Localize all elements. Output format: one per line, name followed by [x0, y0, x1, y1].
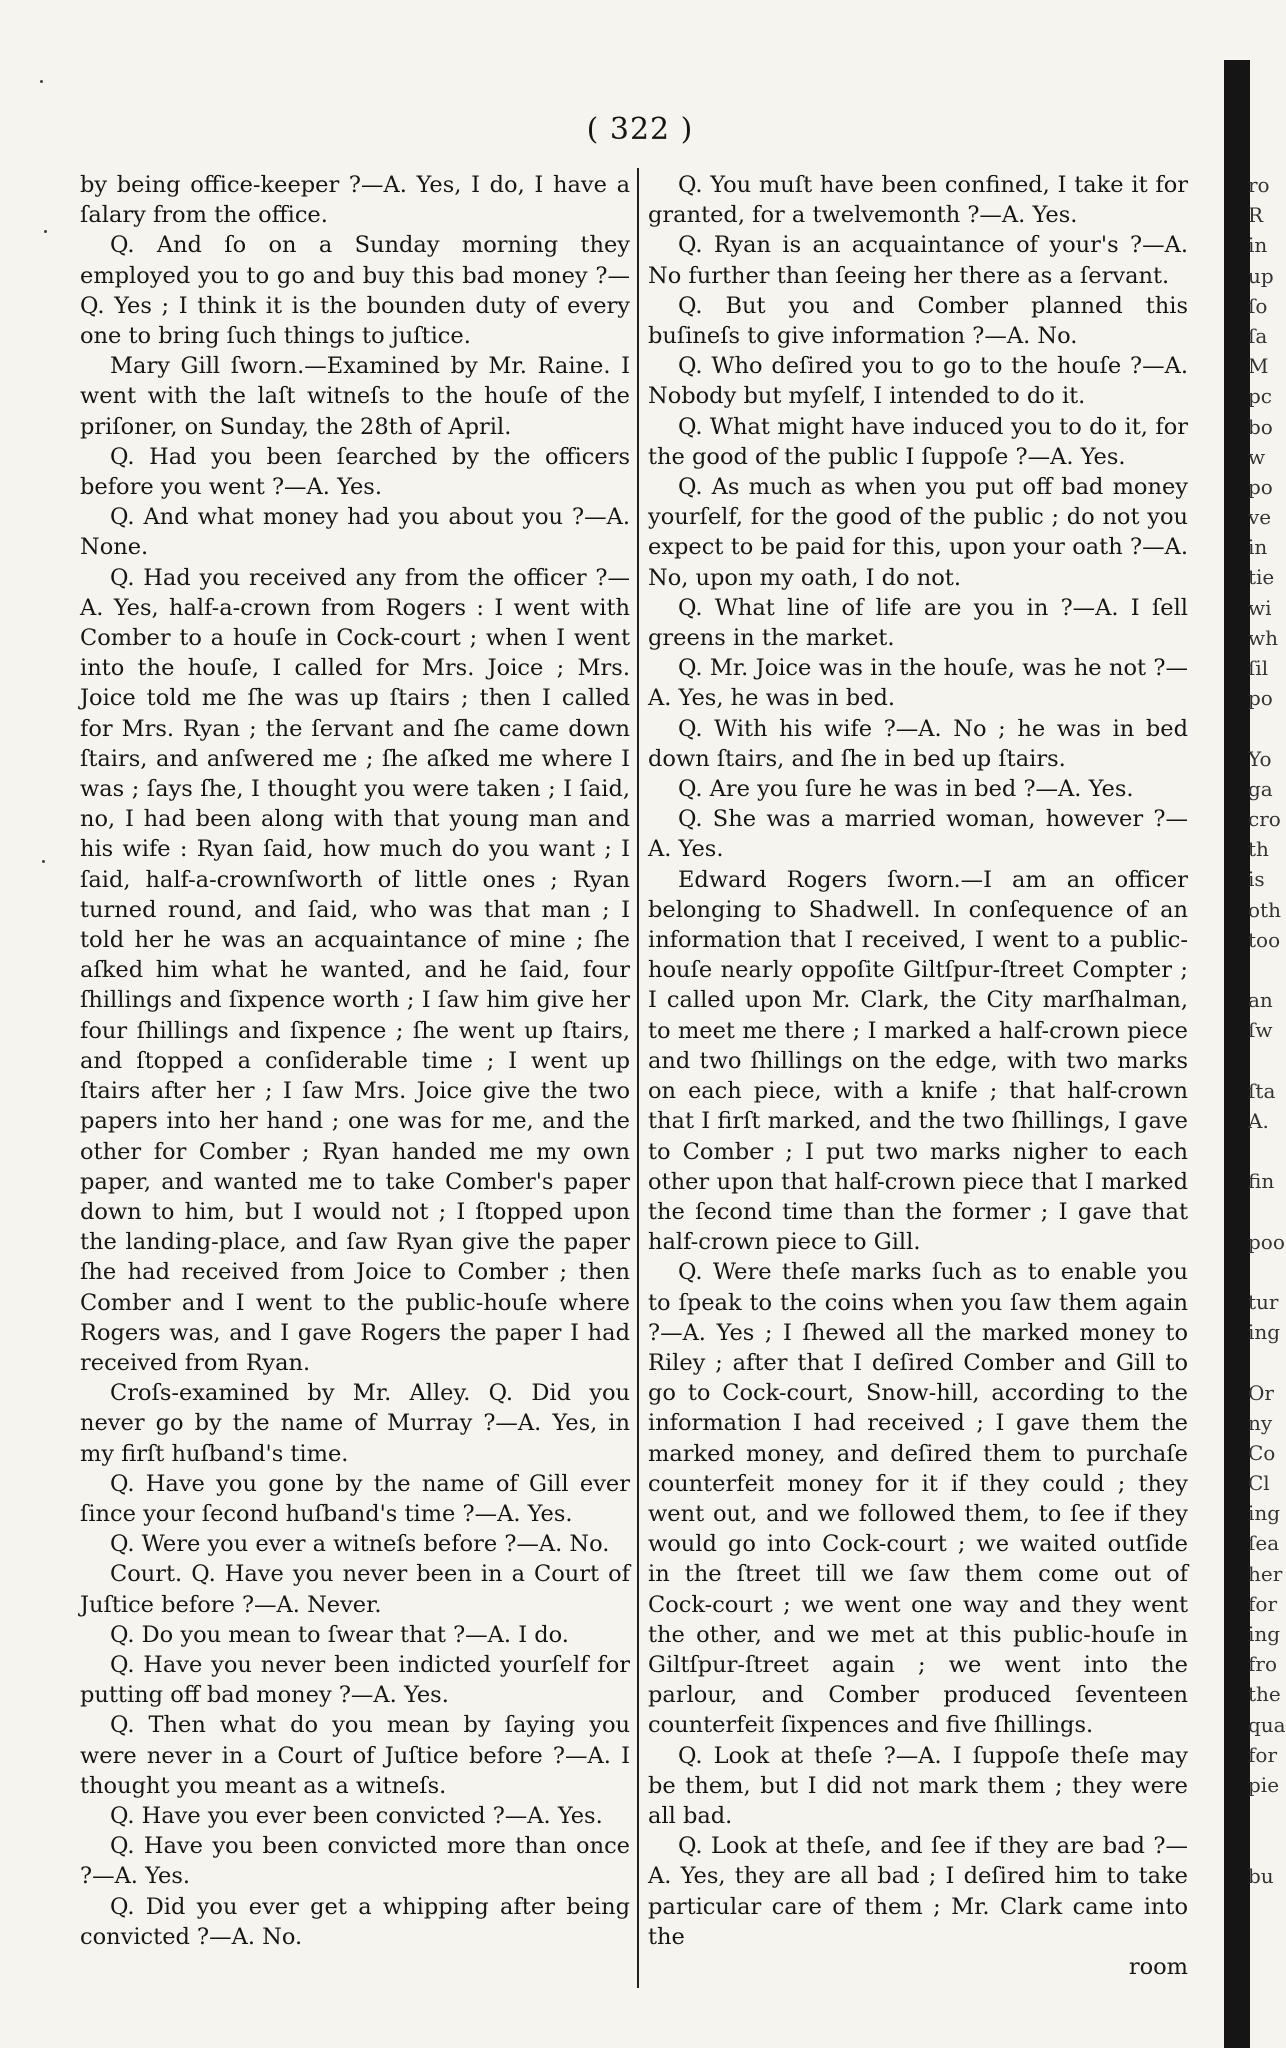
- next-page-edge-fragment: ing: [1248, 1622, 1281, 1646]
- next-page-edge-fragment: wh: [1248, 625, 1278, 650]
- next-page-edge-fragment: up: [1248, 263, 1274, 288]
- next-page-edge-fragment: ga: [1248, 776, 1273, 801]
- paragraph: Q. With his wife ?—A. No ; he was in bed down ſtairs, and ſhe in bed up ſtairs.: [648, 715, 1188, 772]
- paragraph: Q. What line of life are you in ?—A. I ſell greens in the market.: [648, 594, 1188, 652]
- paragraph: Q. Are you ſure he was in bed ?—A. Yes.: [678, 776, 1134, 803]
- next-page-edge-fragment: bu: [1248, 1863, 1274, 1888]
- next-page-edge-fragment: cro: [1248, 806, 1281, 831]
- next-page-edge-fragment: Or: [1248, 1380, 1274, 1405]
- catchword: room: [1128, 1953, 1188, 1980]
- next-page-edge-fragment: ſil: [1248, 656, 1269, 680]
- next-page-edge-fragment: ve: [1248, 505, 1272, 530]
- next-page-edge-fragment: ny: [1248, 1410, 1273, 1435]
- next-page-edge-fragment: w: [1248, 444, 1266, 469]
- next-page-edge-fragment: [1248, 1830, 1276, 1860]
- next-page-edge-fragment: an: [1248, 988, 1273, 1013]
- left-column: [80, 170, 630, 1952]
- next-page-edge-fragment: her: [1248, 1561, 1283, 1586]
- next-page-edge-fragment: A.: [1248, 1108, 1269, 1133]
- paragraph: Q. As much as when you put off bad money yourſelf, for the good of the public ; do not you expect to be paid for this, upon your oath ?—A. No, upon my oath, I do not.: [648, 474, 1188, 591]
- next-page-edge-fragment: tie: [1248, 565, 1275, 590]
- next-page-edge-fragment: fro: [1248, 1652, 1278, 1677]
- next-page-edge-fragment: bo: [1248, 414, 1273, 439]
- paragraph: Q. And ſo on a Sunday morning they employed you to go and buy this bad money ?—Q. Yes ; I think it is the bounden duty of every one to bring ſuch things to juſtice.: [80, 232, 630, 350]
- next-page-edge-fragment: ing: [1248, 1320, 1281, 1345]
- next-page-edge-fragment: poo: [1248, 1229, 1285, 1254]
- next-page-edge-fragment: fin: [1248, 1169, 1275, 1194]
- right-column: [648, 170, 1188, 1982]
- next-page-edge-fragment: po: [1248, 474, 1273, 499]
- next-page-edge-fragment: for: [1248, 1742, 1278, 1767]
- next-page-edge-fragment: [1248, 713, 1276, 743]
- paragraph: Court. Q. Have you never been in a Court of Juſtice before ?—A. Never.: [80, 1561, 630, 1618]
- next-page-edge-fragment: ing: [1248, 1501, 1281, 1526]
- paragraph: Q. Mr. Joice was in the houſe, was he not ?—A. Yes, he was in bed.: [648, 655, 1188, 712]
- next-page-edge-fragment: in: [1248, 535, 1268, 560]
- next-page-edge-fragment: [1248, 1045, 1276, 1075]
- next-page-edge-fragment: th: [1248, 837, 1269, 862]
- print-speck: [44, 230, 47, 233]
- next-page-edge-fragment: tur: [1248, 1289, 1279, 1314]
- next-page-edge-fragment: ſo: [1248, 293, 1268, 318]
- next-page-edge-fragment: [1248, 955, 1276, 985]
- paragraph: by being office-keeper ?—A. Yes, I do, I have a ſalary from the office.: [80, 172, 630, 229]
- next-page-edge-fragment: too: [1248, 927, 1281, 952]
- next-page-edge-fragment: R: [1248, 203, 1264, 228]
- next-page-edge-fragment: ſta: [1248, 1078, 1276, 1103]
- paragraph: Q. Had you been ſearched by the officers before you went ?—A. Yes.: [80, 443, 630, 501]
- book-binding-shadow: [1224, 60, 1250, 2048]
- next-page-edge-fragment: ſa: [1248, 323, 1268, 348]
- paragraph: Q. Were theſe marks ſuch as to enable you to ſpeak to the coins when you ſaw them again ?—A. Yes ; I ſhewed all the marked money to Riley ; after that I deſired Comber and Gill to go to Cock-court, Snow-hill, according to the information I had received ; I gave them the marked money, and deſired them to purchaſe counterfeit money for it if they could ; they went out, and we followed them, to ſee if they would go into Cock-court ; we waited outſide in the ſtreet till we ſaw them come out of Cock-court ; we went one way and they went the other, and we met at this public-houſe in Giltſpur-ſtreet again ; we went into the parlour, and Comber produced ſeventeen counterfeit ſixpences and five ſhillings.: [648, 1259, 1188, 1739]
- paragraph: Q. Have you gone by the name of Gill ever ſince your ſecond huſband's time ?—A. Yes.: [80, 1470, 630, 1527]
- paragraph: Q. Did you ever get a whipping after being convicted ?—A. No.: [80, 1893, 630, 1950]
- next-page-edge-fragment: [1248, 1136, 1276, 1166]
- paragraph: Q. Who deſired you to go to the houſe ?—A. Nobody but myſelf, I intended to do it.: [648, 353, 1188, 410]
- paragraph: Edward Rogers ſworn.—I am an officer belonging to Shadwell. In conſequence of an information that I received, I went to a public-houſe nearly oppoſite Giltſpur-ſtreet Compter ; I called upon Mr. Clark, the City marſhalman, to meet me there ; I marked a half-crown piece and two ſhillings on the edge, with two marks on each piece, with a knife ; that half-crown that I firſt marked, and the two ſhillings, I gave to Comber ; I put two marks nigher to each other upon that half-crown piece that I marked the ſecond time than the former ; I gave that half-crown piece to Gill.: [648, 866, 1188, 1256]
- next-page-edge-fragment: [1248, 1196, 1276, 1226]
- next-page-edge-fragment: the: [1248, 1682, 1281, 1707]
- print-speck: [40, 80, 43, 83]
- paragraph: Q. Had you received any from the officer ?—A. Yes, half-a-crown from Rogers : I went with Comber to a houſe in Cock-court ; when I went into the houſe, I called for Mrs. Joice ; Mrs. Joice told me ſhe was up ſtairs ; then I called for Mrs. Ryan ; the ſervant and ſhe came down ſtairs, and anſwered me ; ſhe aſked me where I was ; ſays ſhe, I thought you were taken ; I ſaid, no, I had been along with that young man and his wife : Ryan ſaid, how much do you want ; I ſaid, half-a-crownſworth of little ones ; Ryan turned round, and ſaid, who was that man ; I told her he was an acquaintance of mine ; ſhe aſked him what he wanted, and he ſaid, four ſhillings and ſixpence worth ; I ſaw him give her four ſhillings and ſixpence ; ſhe went up ſtairs, and ſtopped a conſiderable time ; I went up ſtairs after her ; I ſaw Mrs. Joice give the two papers into her hand ; one was for me, and the other for Comber ; Ryan handed me my own paper, and wanted me to take Comber's paper down to him, but I would not ; I ſtopped upon the landing-place, and ſaw Ryan give the paper ſhe had received from Joice to Comber ; then Comber and I went to the public-houſe where Rogers was, and I gave Rogers the paper I had received from Ryan.: [80, 564, 630, 1376]
- paragraph: Q. Were you ever a witneſs before ?—A. No.: [110, 1531, 610, 1558]
- paragraph: Q. She was a married woman, however ?—A. Yes.: [648, 806, 1188, 863]
- page-number: ( 322 ): [586, 112, 694, 147]
- next-page-edge-fragment: for: [1248, 1591, 1278, 1616]
- paragraph: Q. Have you ever been convicted ?—A. Yes.: [110, 1802, 603, 1829]
- next-page-edge-fragment: Cl: [1248, 1471, 1270, 1496]
- next-page-edge-fragment: Yo: [1248, 746, 1272, 771]
- next-page-edge-fragment: in: [1248, 233, 1268, 258]
- next-page-edge-fragment: Co: [1248, 1440, 1276, 1465]
- next-page-edge-fragment: pie: [1248, 1772, 1280, 1797]
- next-page-edge-fragment: is: [1248, 867, 1265, 892]
- next-page-edge-fragment: [1248, 1347, 1276, 1377]
- paragraph: Q. You muſt have been confined, I take it for granted, for a twelvemonth ?—A. Yes.: [648, 172, 1188, 229]
- column-divider: [637, 168, 639, 1988]
- paragraph: Q. Look at theſe ?—A. I ſuppoſe theſe may be them, but I did not mark them ; they were all bad.: [648, 1742, 1188, 1829]
- paragraph: Q. Then what do you mean by ſaying you were never in a Court of Juſtice before ?—A. I thought you meant as a witneſs.: [80, 1712, 630, 1799]
- next-page-edge-text: [1248, 170, 1286, 1891]
- next-page-edge-fragment: oth: [1248, 897, 1281, 922]
- paragraph: Q. And what money had you about you ?—A. None.: [80, 504, 630, 561]
- paragraph: Q. Have you never been indicted yourſelf for putting off bad money ?—A. Yes.: [80, 1651, 630, 1709]
- next-page-edge-fragment: ro: [1248, 173, 1270, 197]
- paragraph: Mary Gill ſworn.—Examined by Mr. Raine. I went with the laſt witneſs to the houſe of the priſoner, on Sunday, the 28th of April.: [80, 353, 630, 440]
- paragraph: Croſs-examined by Mr. Alley. Q. Did you never go by the name of Murray ?—A. Yes, in my firſt huſband's time.: [80, 1380, 630, 1467]
- next-page-edge-fragment: M: [1248, 354, 1269, 379]
- next-page-edge-fragment: wi: [1248, 595, 1272, 620]
- paragraph: Q. Ryan is an acquaintance of your's ?—A. No further than ſeeing her there as a ſervant.: [648, 232, 1188, 289]
- next-page-edge-fragment: po: [1248, 686, 1273, 711]
- next-page-edge-fragment: ſea: [1248, 1531, 1280, 1556]
- next-page-edge-fragment: [1248, 1800, 1276, 1830]
- print-speck: [42, 860, 45, 863]
- paragraph: Q. What might have induced you to do it, for the good of the public I ſuppoſe ?—A. Yes.: [648, 413, 1188, 470]
- paragraph: Q. Have you been convicted more than once ?—A. Yes.: [80, 1833, 630, 1890]
- next-page-edge-fragment: [1248, 1257, 1276, 1287]
- paragraph: Q. But you and Comber planned this buſineſs to give information ?—A. No.: [648, 292, 1188, 350]
- paragraph: Q. Look at theſe, and ſee if they are bad ?—A. Yes, they are all bad ; I deſired him to take particular care of them ; Mr. Clark came into the: [648, 1833, 1188, 1950]
- next-page-edge-fragment: qua: [1248, 1712, 1286, 1737]
- next-page-edge-fragment: ſw: [1248, 1018, 1273, 1043]
- next-page-edge-fragment: pc: [1248, 384, 1273, 409]
- paragraph: Q. Do you mean to ſwear that ?—A. I do.: [110, 1621, 569, 1648]
